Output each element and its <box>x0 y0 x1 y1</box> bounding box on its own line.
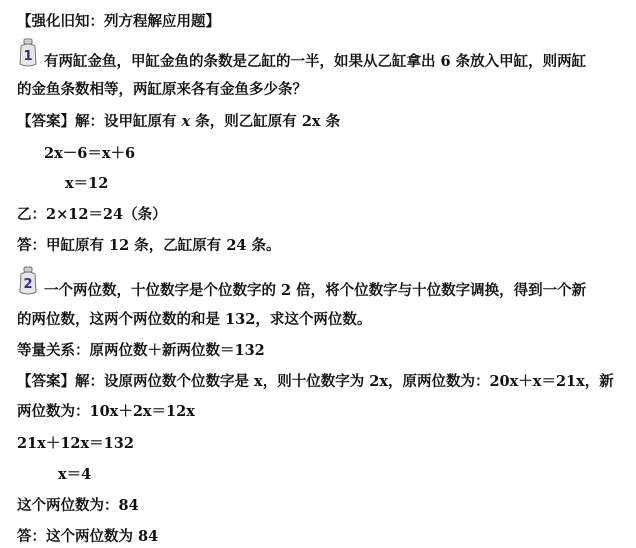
problem-1-badge-icon <box>17 38 39 68</box>
answer-lead: 解：设甲缸原有 <box>75 113 182 130</box>
problem-1-answer-line <box>17 112 340 132</box>
problem-2-equation-1: 21x＋12x＝132 <box>17 435 134 452</box>
section-heading: 【强化旧知：列方程解应用题】 <box>17 13 220 30</box>
problem-2-answer-line-2: 两位数为：10x＋2x＝12x <box>17 403 195 420</box>
problem-2-equation-2: x＝4 <box>58 466 92 483</box>
problem-2-answer-line-1 <box>17 372 614 392</box>
problem-1-equation-3: 乙：2×12＝24（条） <box>17 206 167 223</box>
svg-text:2: 2 <box>23 277 33 292</box>
answer-text: 解：设原两位数个位数字是 x，则十位数字为 2x，原两位数为：20x＋x＝21x，新 <box>75 373 614 390</box>
answer-tag: 【答案】 <box>17 373 75 390</box>
problem-1-text-line-2: 的金鱼条数相等，两缸原来各有金鱼多少条？ <box>17 81 307 98</box>
problem-1-equation-1: 2x－6＝x＋6 <box>44 145 136 162</box>
svg-text:1: 1 <box>23 49 33 64</box>
answer-tag: 【答案】 <box>17 113 75 130</box>
problem-2-relation: 等量关系：原两位数＋新两位数＝132 <box>17 342 265 359</box>
answer-tail: 条，则乙缸原有 2x 条 <box>190 113 341 130</box>
problem-1-conclusion: 答：甲缸原有 12 条，乙缸原有 24 条。 <box>17 237 281 254</box>
problem-1-equation-2: x＝12 <box>65 175 109 192</box>
problem-2-conclusion: 答：这个两位数为 84 <box>17 528 159 545</box>
problem-2-badge-icon <box>17 266 39 296</box>
problem-2-text-line-1: 一个两位数，十位数字是个位数字的 2 倍，将个位数字与十位数字调换，得到一个新 <box>44 282 587 299</box>
problem-1-text-line-1: 有两缸金鱼，甲缸金鱼的条数是乙缸的一半，如果从乙缸拿出 6 条放入甲缸，则两缸 <box>44 53 587 70</box>
problem-2-result: 这个两位数为：84 <box>17 497 139 514</box>
variable-x: x <box>181 113 191 130</box>
problem-2-text-line-2: 的两位数，这两个两位数的和是 132，求这个两位数。 <box>17 311 372 328</box>
